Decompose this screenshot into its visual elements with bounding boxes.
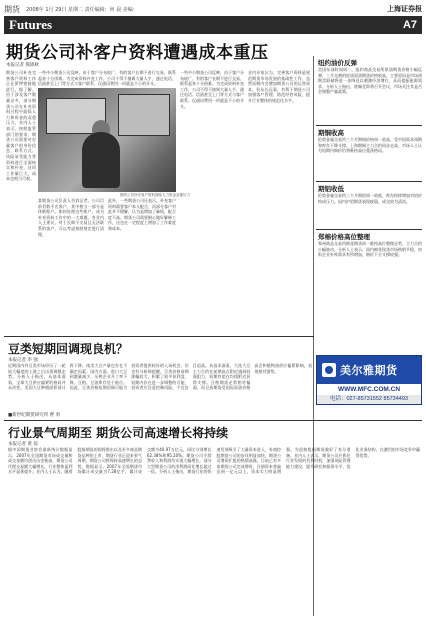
ad-url[interactable]: WWW.MFC.COM.CN (317, 384, 421, 395)
advertisement[interactable] (316, 355, 422, 405)
sidebar-body-4: 郑州商品交易所棉花期货周一维持高位整理走势，主力合约小幅波动。分析人士表示，国内棉花现货市场购销平稳，纺织企业补库需求有所增加，棉价下方支撑较强。 (318, 241, 422, 258)
main-article-col4: 一些中小期货公司反映，由于客户分布较广，有的客户长期不进行交易，联系起来十分困难。为完成资料补充工作，公司不得不抽调大量人手，通过电话、信函甚至上门等方式与客户联系，仅通讯费用一项就是不小的开支。 (180, 70, 244, 109)
main-article-top: 一些中小期货公司反映，由于客户分布较广，有的客户长期不进行交易，联系起来十分困难。为完成资料补充工作，公司不得不抽调大量人手，通过电话、信函甚至上门等方式与客户联系，仅通讯费用一项就是不小的开支。 (38, 70, 176, 86)
sidebar-divider-1 (316, 125, 422, 126)
ad-banner (317, 356, 421, 384)
ad-telephone: 电话：027-85731552 85734493 (317, 395, 421, 404)
issue-meta: 2008年 1月 29日 星期二 责任编辑：何 晨 美编： (26, 6, 138, 13)
sidebar-title-1: 纽约油价反弹 (318, 59, 357, 67)
third-article-body: 据中国期货业协会最新统计数据显示，2007年全国期货市场成交量和成交金额均创出历史新高，期货公司代理交易额大幅增长，行业整体盈利水平显著提升。业内人士认为，随着股指期货的即将推出以及更多商品期货品种的上市，期货行业正迎来景气周期，期货公司将保持高速增长的态势。数据显示，2007年全国期货市场累计成交量为7.28亿手，累计成交额为40.97万亿元，同比分别增长62.38%和95.20%。期货公司手续费收入和利润均实现大幅增长，部分大型期货公司的净利润同比增长超过一倍。分析人士指出，期货行业的快速发展吸引了大量资本进入，券商控股期货公司的步伐明显加快，期货公司增资扩股的热情高涨。目前已有多家期货公司完成增资，注册资本普遍达到一亿元以上，资本实力明显增强，为迎接股指期货做好了充分准备。业内人士表示，期货公司应抓住行业发展的有利时机，加强风险管理能力建设，提升研究和服务水平，优化业务结构，在激烈的市场竞争中赢得优势。 (8, 447, 420, 475)
second-headline: 豆类短期回调现良机？ (8, 342, 129, 356)
main-article-col1: 期货公司补充完善客户资料工作正在紧锣密鼓地进行。据了解，由于涉及客户数量众多，部分期货公司在补充资料过程中面临人力和资金的双重压力。业内人士表示，按照监管部门的要求，期货公司需要对存量客户的身份信息、联系方式、风险承受能力等资料进行全面核实和补充，这项工作量巨大，成本也相当可观。 (6, 70, 36, 182)
main-article-col2: 某期货公司负责人告诉记者，公司目前有数千名客户，其中相当一部分是休眠账户。如何处理这些账户，成为补充资料工作中的一大难题。有业内人士建议，对于长期不交易且无法联系的客户，可以考虑按照规定进行清理。 (38, 198, 104, 237)
sidebar-divider-2 (316, 181, 422, 182)
sidebar-body-1: 美国东部时间周一，纽约商品交易所原油期货价格小幅反弹，三月交割的轻质原油期货价格收高，主要原因是市场预期美联储将进一步降息以刺激经济增长，从而提振能源需求。分析人士指出，欧佩克即将召开会议，市场关注其是否会调整产量政策。 (318, 67, 422, 95)
second-article-body: 近期国内外豆类市场经历了一轮较大幅度的上涨之后出现调整走势。分析人士指出，从基本面看，全球大豆供应偏紧的格局并未改变，美国大豆种植面积预计将下降，南美大豆产量也存在不确定因素。国内方面，进口大豆到港量减少，压榨企业开工率下降，豆粕、豆油库存处于低位。因此，豆类价格短期回调可能为投资者提供较好的入场机会。但也有分析师提醒，豆类价格前期涨幅较大，积累了较多获利盘，短期内存在进一步调整的可能，投资者应注意控制风险，不宜盲目追高。从技术面看，大连大豆主力合约在前期高点附近遇到较强阻力，短期有望在均线附近获得支撑。豆粕期货走势相对偏弱，而豆油期货受国际原油价格高企和植物油供应偏紧影响，表现相对强势。 (8, 363, 312, 391)
newspaper-name: 上海证券报 (387, 4, 422, 13)
article-photo (38, 88, 176, 192)
page-header (4, 3, 422, 15)
main-article-col5: 业内专家认为，完善客户资料是规范期货市场发展的基础性工作，虽然短期内会增加期货公司的运营成本，但从长远看，有利于期货公司加强客户管理，防范经营风险，提升行业整体的规范化水平。 (248, 70, 310, 103)
third-headline: 行业景气周期至 期货公司高速增长将持续 (8, 426, 229, 440)
section-divider-2 (4, 420, 422, 421)
page-number: A7 (402, 19, 417, 31)
section-name: 期货 (4, 4, 20, 14)
section-divider-1 (4, 336, 314, 337)
third-byline: 本报记者 黄 琼 (8, 442, 38, 447)
section-banner (4, 16, 422, 34)
sidebar-title-2: 期铜收高 (318, 129, 344, 137)
ad-company-name: 美尔雅期货 (340, 364, 398, 377)
second-source: ■新世纪期货研究所 曹 勇 (8, 413, 61, 418)
sidebar-body-3: 伦敦金属交易所三个月期铝周一收低，库存持续增加对铝价构成压力。国内沪铝期货表现疲弱，成交较为清淡。 (318, 193, 422, 204)
sidebar-body-2: 伦敦金属交易所三个月期铜价格周一收高，受中国需求预期和库存下降支撑。上海期铜主力合约同步走高，市场人士认为短期内铜价仍将维持高位震荡格局。 (318, 137, 422, 154)
sidebar-divider-3 (316, 229, 422, 230)
photo-caption: 期货公司补充客户资料面临人力资金双重压力 (120, 193, 190, 197)
section-title-en: Futures (9, 17, 53, 32)
main-byline: 本报记者 熊锦秋 (6, 63, 39, 68)
company-logo-icon (322, 363, 336, 377)
sidebar-title-4: 郑棉价格高位整理 (318, 233, 370, 241)
second-byline: 本报记者 李 强 (8, 358, 38, 363)
sidebar-title-3: 期铝收低 (318, 185, 344, 193)
main-headline: 期货公司补客户资料遭遇成本重压 (6, 43, 269, 63)
main-article-col3: 此外，一些期货公司还表示，补充客户资料需要客户本人配合，而部分客户对此并不理解，认为是增加了麻烦，配合度不高。期货公司需要耐心做好解释工作，这也在一定程度上增加了工作难度和成本。 (108, 198, 176, 231)
